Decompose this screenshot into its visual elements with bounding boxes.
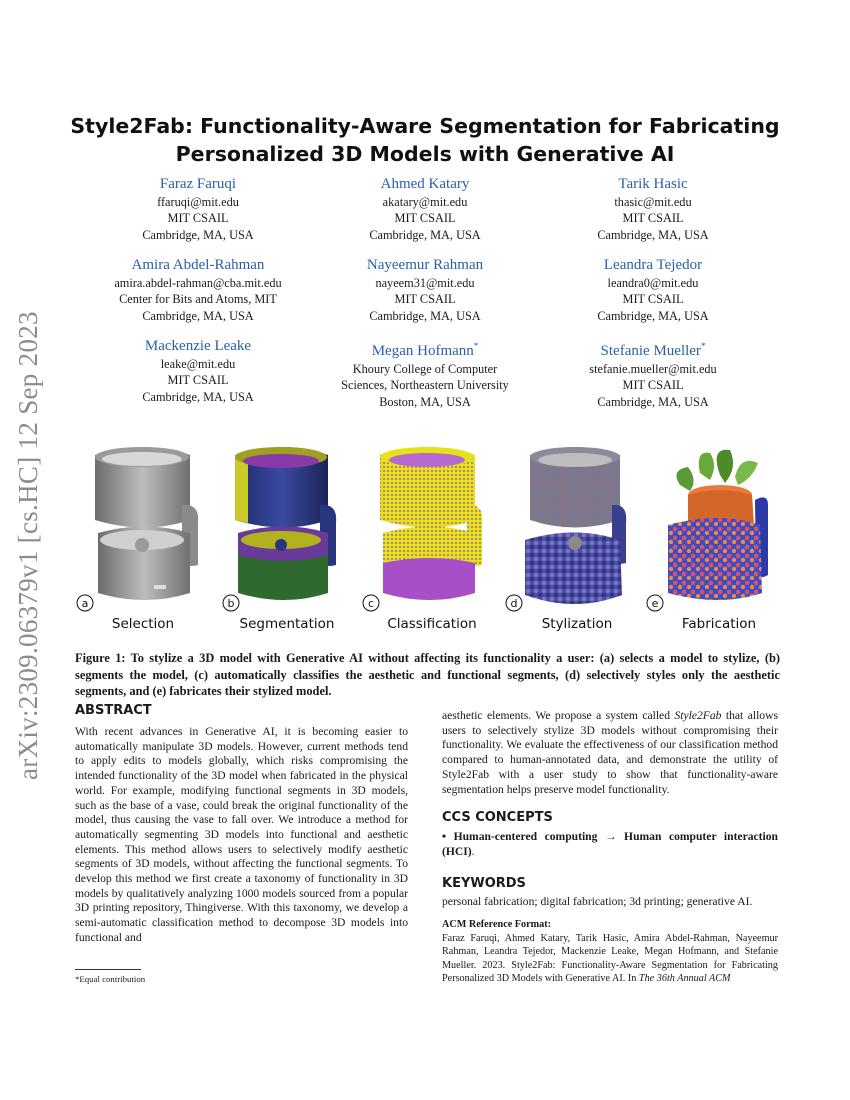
abstract-heading: ABSTRACT (75, 703, 152, 718)
author-affil1: MIT CSAIL (394, 211, 456, 226)
panel-c-letter: c (367, 597, 375, 610)
author-affil2: Cambridge, MA, USA (369, 227, 481, 242)
figure-caption: Figure 1: To stylize a 3D model with Generative AI without affecting its functionality a user: (a) selects a model to stylize, (b) segments the model, (c) automatically classifies the aesthetic and functional segments, (d) selectively styles only the aesthetic segments, and (e) fabricates their stylized model. (75, 651, 780, 698)
author-affil2: Cambridge, MA, USA (142, 389, 254, 404)
footnote: *Equal contribution (75, 974, 146, 984)
author-affil1: MIT CSAIL (622, 292, 684, 307)
author-email[interactable]: akatary@mit.edu (382, 195, 468, 209)
panel-e-label: Fabrication (681, 616, 757, 632)
author-affil1: Sciences, Northeastern University (341, 378, 509, 393)
author-affil2: Cambridge, MA, USA (597, 227, 709, 242)
author-affil2: Cambridge, MA, USA (369, 308, 481, 323)
ccs-heading: CCS CONCEPTS (442, 810, 553, 825)
footnote-rule (75, 969, 141, 970)
author-email[interactable]: Khoury College of Computer (352, 362, 498, 376)
panel-a-label: Selection (111, 616, 175, 632)
panel-d-label: Stylization (541, 616, 613, 632)
author-card (78, 174, 318, 243)
panel-b-label: Segmentation (239, 616, 335, 632)
panel-labels (77, 595, 756, 632)
abstract-cont-b: that allows users to selectively stylize 3D models without compromising their functionality. We evaluate the effectiveness of our classification method compared to human-annotated data, and demonstrate the utility of Style2Fab with a user study to show that functionality-aware segmentation helps preserve model functionality. (442, 709, 778, 796)
panel-e-letter: e (651, 597, 659, 610)
author-name[interactable]: Mackenzie Leake (144, 338, 252, 354)
author-affil2: Cambridge, MA, USA (142, 308, 254, 323)
author-card (305, 174, 545, 243)
author-card (78, 336, 318, 405)
model-segmentation (235, 447, 336, 600)
author-affil2: Cambridge, MA, USA (597, 394, 709, 409)
author-card (305, 336, 545, 410)
author-affil1: MIT CSAIL (622, 378, 684, 393)
model-selection (95, 447, 198, 600)
author-affil1: MIT CSAIL (622, 211, 684, 226)
reference-venue: The 36th Annual ACM (638, 973, 731, 985)
author-email[interactable]: leake@mit.edu (160, 357, 236, 371)
author-card (533, 255, 773, 324)
keywords-heading: KEYWORDS (442, 876, 526, 891)
panel-d-letter: d (510, 597, 518, 610)
equal-contribution-mark: * (700, 341, 706, 351)
panel-b-letter: b (227, 597, 235, 610)
author-name[interactable]: Ahmed Katary (380, 176, 470, 192)
author-email[interactable]: nayeem31@mit.edu (375, 276, 475, 290)
author-card (305, 255, 545, 324)
author-affil1: MIT CSAIL (394, 292, 456, 307)
author-affil1: MIT CSAIL (167, 211, 229, 226)
author-affil2: Cambridge, MA, USA (142, 227, 254, 242)
author-name[interactable]: Leandra Tejedor (603, 257, 703, 273)
author-name[interactable]: Stefanie Mueller* (600, 341, 706, 359)
author-card (78, 255, 318, 324)
author-affil1: Center for Bits and Atoms, MIT (119, 292, 277, 307)
title-line-1: Style2Fab: Functionality-Aware Segmentation for Fabricating (70, 114, 780, 138)
author-affil2: Boston, MA, USA (379, 394, 471, 409)
author-email[interactable]: amira.abdel-rahman@cba.mit.edu (114, 276, 282, 290)
equal-contribution-mark: * (473, 341, 479, 351)
abstract-continued (442, 709, 778, 797)
paper-title (60, 112, 790, 168)
author-affil1: MIT CSAIL (167, 373, 229, 388)
panel-a-letter: a (81, 597, 89, 610)
title-line-2: Personalized 3D Models with Generative AI (175, 142, 675, 166)
author-email[interactable]: stefanie.mueller@mit.edu (589, 362, 717, 376)
model-stylization (525, 447, 626, 604)
panel-c-label: Classification (387, 616, 477, 632)
reference-heading: ACM Reference Format: (442, 919, 551, 930)
author-email[interactable]: thasic@mit.edu (614, 195, 692, 209)
author-name[interactable]: Tarik Hasic (618, 176, 688, 192)
ccs-concepts (442, 830, 778, 859)
reference-text (442, 932, 778, 986)
abstract-cont-a: aesthetic elements. We propose a system called (442, 709, 675, 722)
author-name[interactable]: Megan Hofmann* (371, 341, 479, 359)
teaser-figure (70, 445, 785, 640)
ccs-text: • Human-centered computing → Human computer interaction (HCI) (442, 830, 778, 858)
reference-body: Faraz Faruqi, Ahmed Katary, Tarik Hasic, Amira Abdel-Rahman, Nayeemur Rahman, Leandra Tejedor, Mackenzie Leake, Megan Hofmann, and Stefanie Mueller. 2023. Style2Fab: Functionality-Aware Segmentation for Fabricating Personalized 3D Models with Generative AI. In (442, 933, 778, 985)
author-affil2: Cambridge, MA, USA (597, 308, 709, 323)
arxiv-identifier: arXiv:2309.06379v1 [cs.HC] 12 Sep 2023 (13, 311, 43, 780)
model-classification (380, 447, 482, 600)
author-name[interactable]: Nayeemur Rahman (366, 257, 484, 273)
author-email[interactable]: ffaruqi@mit.edu (157, 195, 239, 209)
author-name[interactable]: Amira Abdel-Rahman (131, 257, 265, 273)
author-card (533, 336, 773, 410)
author-card (533, 174, 773, 243)
model-fabrication (668, 450, 768, 600)
author-name[interactable]: Faraz Faruqi (159, 176, 237, 192)
system-name: Style2Fab (674, 709, 722, 722)
ccs-period: . (471, 844, 475, 858)
abstract-text: With recent advances in Generative AI, it is becoming easier to automatically manipulate 3D models. However, current methods tend to apply edits to models globally, which risks compromising the intended functionality of the 3D model when fabricated in the physical world. For example, modifying functional segments in 3D models, such as the base of a vase, could break the original functionality of the model, thus causing the vase to fall over. We introduce a method for automatically segmenting 3D models into functional and aesthetic elements. This method allows users to selectively modify aesthetic segments of 3D models, without affecting the functional segments. To develop this method we first create a taxonomy of functionality in 3D models by qualitatively analyzing 1000 models sourced from a popular 3D printing repository, Thingiverse. With this taxonomy, we develop a semi-automatic classification method to decompose 3D models into functional and (75, 725, 408, 944)
keywords-text: personal fabrication; digital fabrication; 3d printing; generative AI. (442, 895, 753, 908)
author-email[interactable]: leandra0@mit.edu (607, 276, 699, 290)
